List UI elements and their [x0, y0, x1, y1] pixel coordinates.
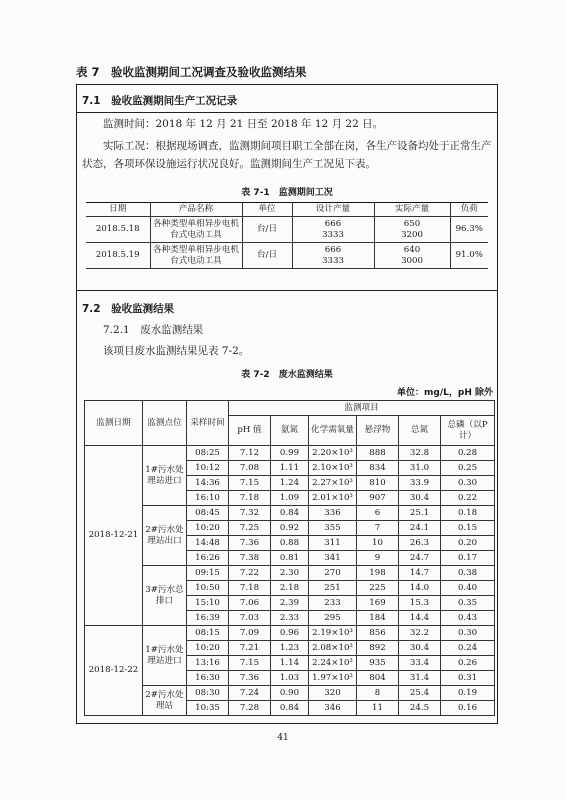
- t2-tp: 0.26: [441, 656, 495, 671]
- t2-cod: 295: [309, 611, 357, 626]
- t2-ammonia: 0.92: [271, 521, 309, 536]
- t1-header-design: 设计产量: [292, 203, 374, 217]
- t2-ammonia: 0.96: [271, 626, 309, 641]
- t2-tn: 24.7: [399, 551, 441, 566]
- t2-tn: 15.3: [399, 596, 441, 611]
- heading-7-2: 7.2 验收监测结果: [82, 303, 175, 315]
- t2-ss: 6: [357, 506, 399, 521]
- heading-7-1: 7.1 验收监测期间生产工况记录: [82, 95, 238, 107]
- t2-tp: 0.16: [441, 701, 495, 716]
- t2-tn: 31.4: [399, 671, 441, 686]
- table-7-2-caption: 表 7-2 废水监测结果: [241, 370, 333, 380]
- t2-tp: 0.30: [441, 626, 495, 641]
- t2-ss: 10: [357, 536, 399, 551]
- t2-date: 2018-12-22: [85, 626, 143, 716]
- table-row: [85, 446, 495, 461]
- t2-header-date: 监测日期: [85, 401, 143, 446]
- t2-point: 2#污水处理站出口: [143, 506, 187, 566]
- t2-ph: 7.18: [229, 581, 271, 596]
- t2-ammonia: 0.84: [271, 701, 309, 716]
- t2-ph: 7.38: [229, 551, 271, 566]
- t2-time: 10:20: [187, 641, 229, 656]
- t2-ss: 935: [357, 656, 399, 671]
- t2-ph: 7.15: [229, 656, 271, 671]
- t1-design: 666: [324, 244, 342, 255]
- t2-ph: 7.08: [229, 461, 271, 476]
- t2-cod: 2.19×10³: [309, 626, 357, 641]
- table-row: [85, 566, 495, 581]
- t2-tn: 14.0: [399, 581, 441, 596]
- t2-col-ammonia: 氨氮: [271, 416, 309, 446]
- t2-ph: 7.22: [229, 566, 271, 581]
- t2-time: 10:35: [187, 701, 229, 716]
- t2-time: 08:15: [187, 626, 229, 641]
- t2-ss: 7: [357, 521, 399, 536]
- t2-ph: 7.03: [229, 611, 271, 626]
- table-7-2: [84, 400, 495, 716]
- t1-actual: 640: [403, 244, 421, 255]
- t2-ss: 8: [357, 686, 399, 701]
- t2-point: 1#污水处理站进口: [143, 446, 187, 506]
- t2-ph: 7.28: [229, 701, 271, 716]
- t2-tp: 0.17: [441, 551, 495, 566]
- t2-ph: 7.06: [229, 596, 271, 611]
- t2-time: 16:39: [187, 611, 229, 626]
- t2-tp: 0.19: [441, 686, 495, 701]
- t2-time: 09:15: [187, 566, 229, 581]
- t1-header-actual: 实际产量: [374, 203, 450, 217]
- t2-point: 3#污水总排口: [143, 566, 187, 626]
- t2-tp: 0.24: [441, 641, 495, 656]
- t1-design: 666: [324, 218, 342, 229]
- t2-tp: 0.40: [441, 581, 495, 596]
- t1-design: 3333: [322, 229, 344, 240]
- t2-time: 10:50: [187, 581, 229, 596]
- t2-col-ph: pH 值: [229, 416, 271, 446]
- t2-cod: 355: [309, 521, 357, 536]
- t2-ss: 225: [357, 581, 399, 596]
- t2-tp: 0.43: [441, 611, 495, 626]
- t2-header-items: 监测项目: [229, 401, 495, 416]
- t2-ph: 7.09: [229, 626, 271, 641]
- t2-cod: 2.08×10³: [309, 641, 357, 656]
- t2-ammonia: 0.99: [271, 446, 309, 461]
- t2-tn: 26.3: [399, 536, 441, 551]
- t2-time: 10:20: [187, 521, 229, 536]
- t2-header-point: 监测点位: [143, 401, 187, 446]
- t2-ss: 834: [357, 461, 399, 476]
- t2-ammonia: 1.03: [271, 671, 309, 686]
- t2-tn: 14.7: [399, 566, 441, 581]
- t2-ammonia: 2.18: [271, 581, 309, 596]
- t2-tp: 0.20: [441, 536, 495, 551]
- t2-ammonia: 0.90: [271, 686, 309, 701]
- t2-time: 14:48: [187, 536, 229, 551]
- t2-col-tn: 总氮: [399, 416, 441, 446]
- t2-header-time: 采样时间: [187, 401, 229, 446]
- t1-load: 91.0%: [450, 243, 488, 269]
- t2-ammonia: 1.14: [271, 656, 309, 671]
- t1-actual: 3200: [401, 229, 423, 240]
- t2-tp: 0.18: [441, 506, 495, 521]
- t1-load: 96.3%: [450, 217, 488, 243]
- table-row: [85, 626, 495, 641]
- t1-header-product: 产品名称: [150, 203, 242, 217]
- t2-tn: 31.0: [399, 461, 441, 476]
- t2-tn: 24.1: [399, 521, 441, 536]
- t1-product: 台式电动工具: [170, 229, 222, 240]
- t2-tn: 30.4: [399, 641, 441, 656]
- t2-ph: 7.36: [229, 671, 271, 686]
- monitoring-time: 监测时间：2018 年 12 月 21 日至 2018 年 12 月 22 日。: [103, 118, 384, 130]
- section-title: 表 7 验收监测期间工况调查及验收监测结果: [76, 65, 307, 79]
- t2-cod: 2.01×10³: [309, 491, 357, 506]
- t2-time: 16:10: [187, 491, 229, 506]
- t2-cod: 1.97×10³: [309, 671, 357, 686]
- t2-tn: 33.4: [399, 656, 441, 671]
- table-row: [85, 506, 495, 521]
- t2-cod: 311: [309, 536, 357, 551]
- t2-col-tp: 总磷（以P计）: [441, 416, 495, 446]
- t2-ammonia: 0.88: [271, 536, 309, 551]
- t2-tn: 25.1: [399, 506, 441, 521]
- t2-time: 16:26: [187, 551, 229, 566]
- t2-body: [85, 446, 495, 716]
- t2-col-ss: 悬浮物: [357, 416, 399, 446]
- t2-cod: 2.24×10³: [309, 656, 357, 671]
- t2-tp: 0.28: [441, 446, 495, 461]
- t2-ammonia: 2.30: [271, 566, 309, 581]
- t1-date: 2018.5.19: [86, 243, 150, 269]
- t1-design: 3333: [322, 255, 344, 266]
- t2-tn: 25.4: [399, 686, 441, 701]
- t2-ammonia: 1.09: [271, 491, 309, 506]
- t2-time: 15:10: [187, 596, 229, 611]
- t2-ph: 7.24: [229, 686, 271, 701]
- divider: [76, 112, 498, 113]
- t2-ss: 856: [357, 626, 399, 641]
- t2-ammonia: 1.11: [271, 461, 309, 476]
- t2-time: 10:12: [187, 461, 229, 476]
- t2-ph: 7.36: [229, 536, 271, 551]
- t2-ph: 7.25: [229, 521, 271, 536]
- t2-time: 16:30: [187, 671, 229, 686]
- t1-unit: 台/日: [242, 217, 292, 243]
- t2-ph: 7.32: [229, 506, 271, 521]
- t1-header-unit: 单位: [242, 203, 292, 217]
- t1-header-load: 负荷: [450, 203, 488, 217]
- t2-tn: 30.4: [399, 491, 441, 506]
- t2-cod: 270: [309, 566, 357, 581]
- t2-ammonia: 1.24: [271, 476, 309, 491]
- t2-ammonia: 1.23: [271, 641, 309, 656]
- t1-header-date: 日期: [86, 203, 150, 217]
- subheading-7-2-1: 7.2.1 废水监测结果: [103, 324, 204, 336]
- divider: [76, 290, 498, 291]
- t2-point: 2#污水处理站: [143, 686, 187, 716]
- t2-time: 14:36: [187, 476, 229, 491]
- t2-ph: 7.21: [229, 641, 271, 656]
- unit-note: 单位：mg/L，pH 除外: [397, 388, 493, 398]
- t2-ss: 198: [357, 566, 399, 581]
- t1-actual: 3000: [401, 255, 423, 266]
- table-row: [86, 217, 488, 243]
- table-7-1: [86, 202, 488, 269]
- t2-ss: 804: [357, 671, 399, 686]
- t1-product: 各种类型单相异步电机: [153, 218, 239, 229]
- t2-point: 1#污水处理站进口: [143, 626, 187, 686]
- t2-cod: 320: [309, 686, 357, 701]
- t2-cod: 2.20×10³: [309, 446, 357, 461]
- t2-cod: 2.27×10³: [309, 476, 357, 491]
- t2-tn: 32.2: [399, 626, 441, 641]
- t2-time: 08:25: [187, 446, 229, 461]
- t2-ammonia: 0.81: [271, 551, 309, 566]
- t2-ammonia: 2.39: [271, 596, 309, 611]
- t2-tp: 0.15: [441, 521, 495, 536]
- t2-cod: 341: [309, 551, 357, 566]
- intro-text: 该项目废水监测结果见表 7-2。: [103, 345, 250, 357]
- t2-tp: 0.25: [441, 461, 495, 476]
- t2-time: 08:30: [187, 686, 229, 701]
- t1-date: 2018.5.18: [86, 217, 150, 243]
- t2-time: 08:45: [187, 506, 229, 521]
- t2-ss: 184: [357, 611, 399, 626]
- t2-tp: 0.35: [441, 596, 495, 611]
- t2-ss: 907: [357, 491, 399, 506]
- t2-ss: 169: [357, 596, 399, 611]
- t1-unit: 台/日: [242, 243, 292, 269]
- t2-ss: 11: [357, 701, 399, 716]
- t2-ss: 9: [357, 551, 399, 566]
- t2-cod: 233: [309, 596, 357, 611]
- t2-col-cod: 化学需氧量: [309, 416, 357, 446]
- t1-product: 各种类型单相异步电机: [153, 244, 239, 255]
- t2-tn: 14.4: [399, 611, 441, 626]
- actual-conditions: 实际工况：根据现场调查，监测期间项目职工全部在岗，各生产设备均处于正常生产状态，各项环保设施运行状况良好。监测期间生产工况见下表。: [82, 140, 492, 170]
- t2-tp: 0.38: [441, 566, 495, 581]
- page-number: 41: [277, 733, 289, 743]
- t2-ammonia: 0.84: [271, 506, 309, 521]
- t2-cod: 336: [309, 506, 357, 521]
- t2-cod: 251: [309, 581, 357, 596]
- t2-ss: 810: [357, 476, 399, 491]
- t1-product: 台式电动工具: [170, 255, 222, 266]
- t1-actual: 650: [403, 218, 421, 229]
- t2-time: 13:16: [187, 656, 229, 671]
- t2-cod: 2.10×10³: [309, 461, 357, 476]
- t2-tp: 0.30: [441, 476, 495, 491]
- table-7-1-caption: 表 7-1 监测期间工况: [241, 188, 333, 198]
- t2-ph: 7.12: [229, 446, 271, 461]
- t2-ph: 7.18: [229, 491, 271, 506]
- table-row: [85, 686, 495, 701]
- table-row: [86, 243, 488, 269]
- t2-ph: 7.15: [229, 476, 271, 491]
- t2-tp: 0.31: [441, 671, 495, 686]
- t2-ss: 888: [357, 446, 399, 461]
- t2-tn: 33.9: [399, 476, 441, 491]
- t2-tn: 24.5: [399, 701, 441, 716]
- t2-cod: 346: [309, 701, 357, 716]
- t2-date: 2018-12-21: [85, 446, 143, 626]
- t2-tn: 32.8: [399, 446, 441, 461]
- t2-ss: 892: [357, 641, 399, 656]
- t2-ammonia: 2.33: [271, 611, 309, 626]
- t2-tp: 0.22: [441, 491, 495, 506]
